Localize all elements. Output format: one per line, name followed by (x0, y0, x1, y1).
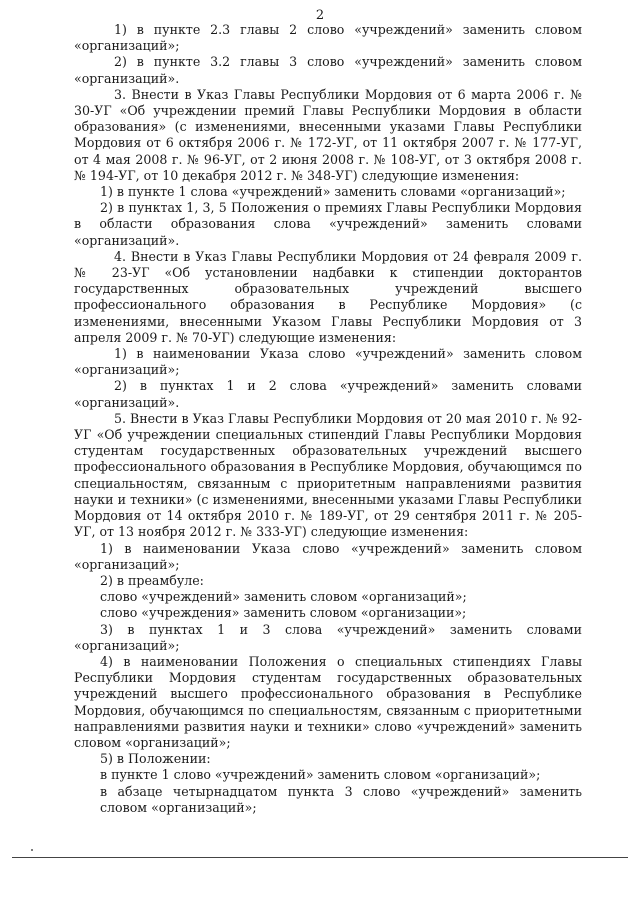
paragraph-12: слово «учреждений» заменить словом «организаций»; (100, 589, 467, 605)
paragraph-2: 2) в пункте 3.2 главы 3 слово «учреждений» заменить словом «организаций». (74, 54, 582, 86)
paragraph-17: в пункте 1 слово «учреждений» заменить словом «организаций»; (100, 767, 541, 783)
paragraph-16: 5) в Положении: (100, 751, 211, 767)
document-body (74, 22, 582, 816)
scan-speck (31, 849, 33, 851)
paragraph-10: 1) в наименовании Указа слово «учреждений» заменить словом «организаций»; (74, 540, 582, 572)
paragraph-6: 4. Внести в Указ Главы Республики Мордовия от 24 февраля 2009 г. № 23-УГ «Об установлении надбавки к стипендии докторантов государственных образовательных учреждений высшего профессионального образования в Республике Мордовия» (с изменениями, внесенными Указом Главы Республики Мордовия от 3 апреля 2009 г. № 70-УГ) следующие изменения: (74, 248, 582, 345)
paragraph-7: 1) в наименовании Указа слово «учреждений» заменить словом «организаций»; (74, 346, 582, 378)
paragraph-5: 2) в пунктах 1, 3, 5 Положения о премиях Главы Республики Мордовия в области образования слова «учреждений» заменить словами «организаций». (74, 200, 582, 248)
paragraph-9: 5. Внести в Указ Главы Республики Мордовия от 20 мая 2010 г. № 92-УГ «Об учреждении специальных стипендий Главы Республики Мордовия студентам государственных образовательных учреждений высшего профессионального образования в Республике Мордовия, обучающимся по специальностям, связанным с приоритетным направлениями развития науки и техники» (с изменениями, внесенными указами Главы Республики Мордовия от 14 октября 2010 г. № 189-УГ, от 29 сентября 2011 г. № 205-УГ, от 13 ноября 2012 г. № 333-УГ) следующие изменения: (74, 410, 582, 540)
paragraph-3: 3. Внести в Указ Главы Республики Мордовия от 6 марта 2006 г. № 30-УГ «Об учреждении премий Главы Республики Мордовия в области образования» (с изменениями, внесенными указами Главы Республики Мордовия от 6 октября 2006 г. № 172-УГ, от 11 октября 2007 г. № 177-УГ, от 4 мая 2008 г. № 96-УГ, от 2 июня 2008 г. № 108-УГ, от 3 октября 2008 г. № 194-УГ, от 10 декабря 2012 г. № 348-УГ) следующие изменения: (74, 86, 582, 183)
paragraph-8: 2) в пунктах 1 и 2 слова «учреждений» заменить словами «организаций». (74, 378, 582, 410)
paragraph-13: слово «учреждения» заменить словом «организации»; (100, 605, 467, 621)
paragraph-18: в абзаце четырнадцатом пункта 3 слово «учреждений» заменить словом «организаций»; (100, 783, 582, 815)
paragraph-14: 3) в пунктах 1 и 3 слова «учреждений» заменить словами «организаций»; (74, 621, 582, 653)
footer-divider (12, 857, 628, 858)
page-number: 2 (315, 8, 325, 23)
paragraph-1: 1) в пункте 2.3 главы 2 слово «учреждений» заменить словом «организаций»; (74, 22, 582, 54)
paragraph-15: 4) в наименовании Положения о специальных стипендиях Главы Республики Мордовия студентам государственных образовательных учреждений высшего профессионального образования в Республике Мордовия, обучающимся по специальностям, связанным с приоритетными направлениями развития науки и техники» слово «учреждений» заменить словом «организаций»; (74, 653, 582, 750)
paragraph-4: 1) в пункте 1 слова «учреждений» заменить словами «организаций»; (100, 184, 566, 200)
paragraph-11: 2) в преамбуле: (100, 572, 204, 588)
